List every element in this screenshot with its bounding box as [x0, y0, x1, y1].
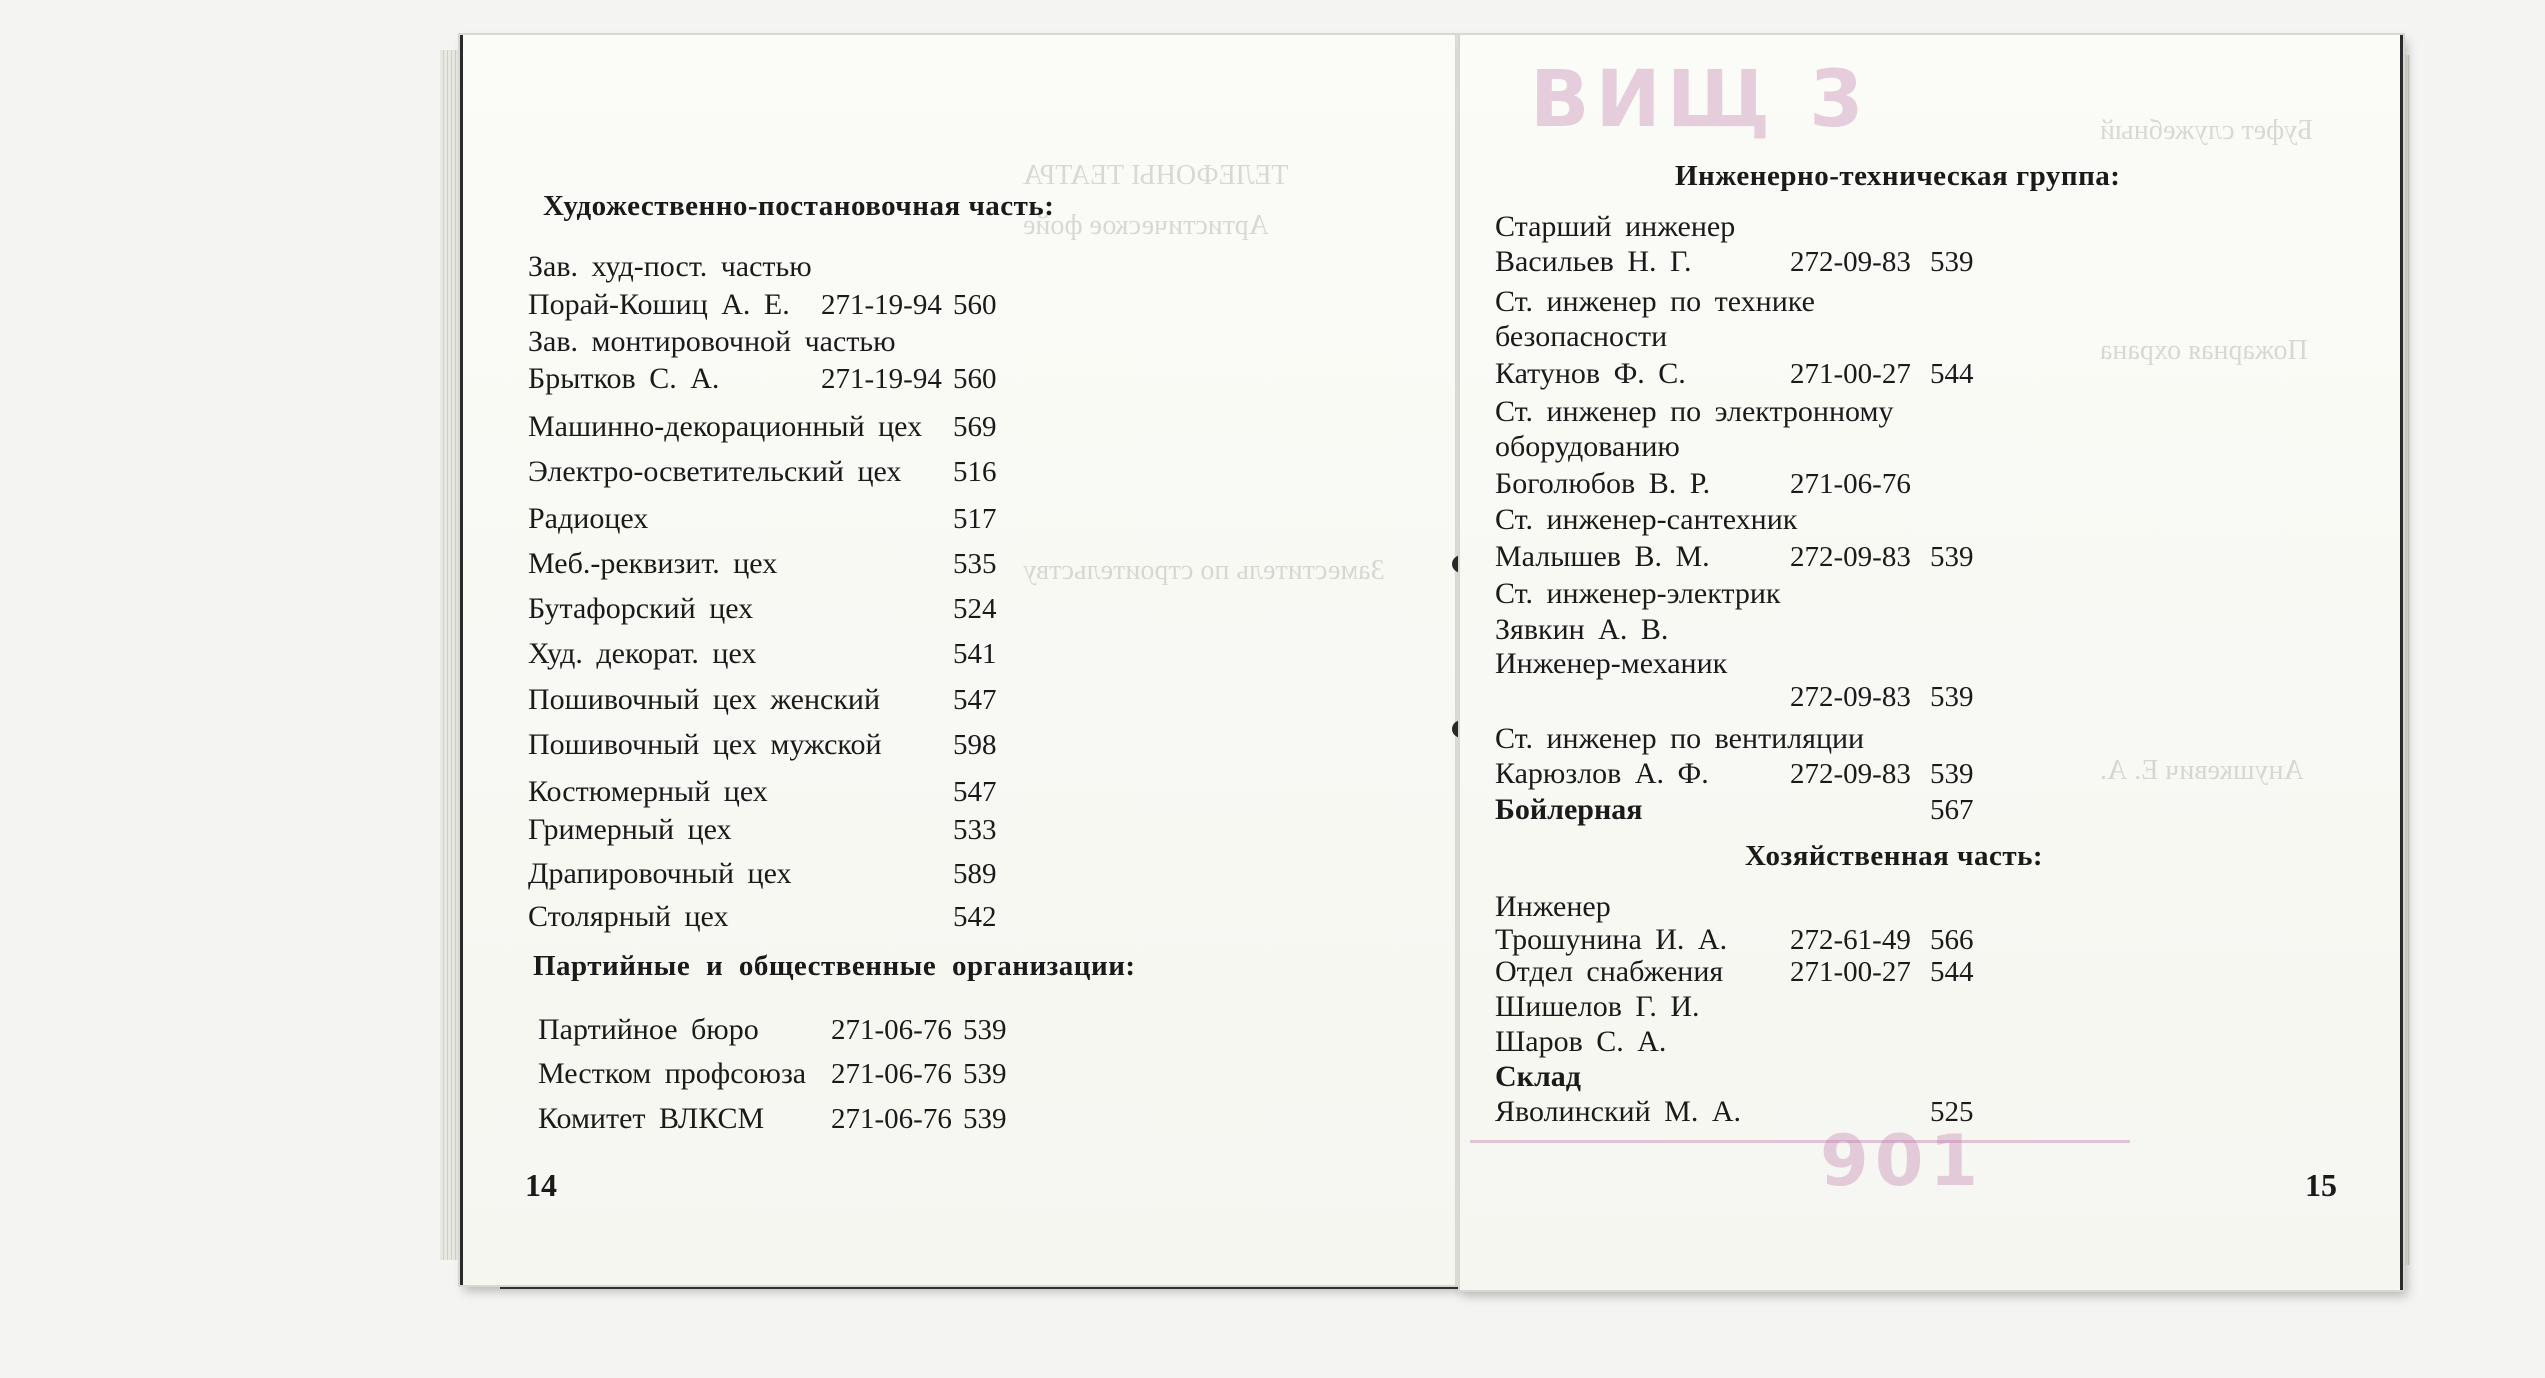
- show-through-text: Анушкевич Е. А.: [2100, 755, 2304, 786]
- entry-name: Комитет ВЛКСМ: [538, 1102, 765, 1135]
- entry-name: Зав. монтировочной частью: [528, 325, 896, 358]
- stamp-mark: ВИЩ 3: [1530, 55, 1870, 145]
- entry-name: Старший инженер: [1495, 210, 1736, 243]
- stamp-mark: 901: [1820, 1120, 1985, 1202]
- entry-name: Партийное бюро: [538, 1013, 759, 1046]
- entry-name: Бутафорский цех: [528, 592, 754, 625]
- entry-extension: 539: [1930, 681, 1974, 713]
- entry-name: Шаров С. А.: [1495, 1025, 1667, 1058]
- entry-phone: 271-06-76: [831, 1103, 952, 1135]
- entry-phone: 272-09-83: [1790, 541, 1911, 573]
- entry-name: Инженер-механик: [1495, 647, 1728, 680]
- entry-extension: 560: [953, 289, 997, 321]
- entry-name: Худ. декорат. цех: [528, 637, 757, 670]
- entry-name: Порай-Кошиц А. Е.: [528, 288, 790, 321]
- entry-extension: 598: [953, 729, 997, 761]
- entry-phone: 271-19-94: [821, 363, 942, 395]
- right-page: [1460, 35, 2403, 1290]
- entry-extension: 541: [953, 638, 997, 670]
- entry-name: Электро-осветительский цех: [528, 455, 902, 488]
- entry-name: Радиоцех: [528, 502, 649, 535]
- show-through-text: Пожарная охрана: [2100, 335, 2308, 366]
- entry-phone: 271-06-76: [831, 1014, 952, 1046]
- entry-extension: 566: [1930, 924, 1974, 956]
- entry-extension: 539: [1930, 758, 1974, 790]
- entry-extension: 539: [1930, 246, 1974, 278]
- entry-name: Склад: [1495, 1060, 1581, 1093]
- entry-phone: 271-00-27: [1790, 956, 1911, 988]
- show-through-text: ТЕЛЕФОНЫ ТЕАТРА: [1023, 160, 1289, 191]
- entry-name: Костюмерный цех: [528, 775, 768, 808]
- entry-extension: 544: [1930, 358, 1974, 390]
- entry-extension: 589: [953, 858, 997, 890]
- entry-extension: 560: [953, 363, 997, 395]
- entry-extension: 517: [953, 503, 997, 535]
- entry-name: Васильев Н. Г.: [1495, 245, 1692, 278]
- entry-name: Зав. худ-пост. частью: [528, 250, 812, 283]
- entry-name: Местком профсоюза: [538, 1057, 807, 1090]
- entry-extension: 547: [953, 684, 997, 716]
- entry-name: Малышев В. М.: [1495, 540, 1710, 573]
- entry-name: Машинно-декорационный цех: [528, 410, 923, 443]
- entry-extension: 539: [963, 1014, 1007, 1046]
- entry-phone: 272-09-83: [1790, 246, 1911, 278]
- entry-extension: 516: [953, 456, 997, 488]
- entry-name: Ст. инженер-электрик: [1495, 577, 1781, 610]
- entry-phone: 272-09-83: [1790, 758, 1911, 790]
- entry-extension: 539: [963, 1058, 1007, 1090]
- entry-phone: 272-61-49: [1790, 924, 1911, 956]
- entry-name: Столярный цех: [528, 900, 729, 933]
- show-through-text: Артистическое фойе: [1023, 210, 1269, 241]
- entry-name: Трошунина И. А.: [1495, 923, 1728, 956]
- page-number-right: 15: [2305, 1167, 2337, 1203]
- entry-extension: 539: [1930, 541, 1974, 573]
- entry-name: Пошивочный цех женский: [528, 683, 881, 716]
- entry-extension: 533: [953, 814, 997, 846]
- entry-name: оборудованию: [1495, 430, 1680, 463]
- entry-extension: 567: [1930, 794, 1974, 826]
- left-page: [460, 35, 1463, 1285]
- entry-name: Яволинский М. А.: [1495, 1095, 1741, 1128]
- entry-name: Отдел снабжения: [1495, 955, 1724, 988]
- entry-name: Карюзлов А. Ф.: [1495, 757, 1709, 790]
- entry-extension: 539: [963, 1103, 1007, 1135]
- section-heading-party: Партийные и общественные организации:: [533, 950, 1136, 982]
- entry-name: Пошивочный цех мужской: [528, 728, 882, 761]
- entry-extension: 535: [953, 548, 997, 580]
- entry-extension: 525: [1930, 1096, 1974, 1128]
- entry-name: Гримерный цех: [528, 813, 732, 846]
- entry-name: Боголюбов В. Р.: [1495, 467, 1711, 500]
- entry-name: Шишелов Г. И.: [1495, 990, 1700, 1023]
- booklet: [440, 15, 2400, 1310]
- entry-name: Бойлерная: [1495, 793, 1643, 826]
- entry-phone: 271-06-76: [831, 1058, 952, 1090]
- entry-name: Драпировочный цех: [528, 857, 792, 890]
- show-through-text: Заместитель по строительству: [1023, 555, 1385, 586]
- page-number-left: 14: [525, 1167, 557, 1203]
- section-heading-art: Художественно-постановочная часть:: [543, 190, 1055, 222]
- entry-name: Ст. инженер по электронному: [1495, 395, 1894, 428]
- entry-name: Катунов Ф. С.: [1495, 357, 1686, 390]
- entry-phone: 271-00-27: [1790, 358, 1911, 390]
- section-heading-econ: Хозяйственная часть:: [1745, 840, 2044, 872]
- entry-name: Ст. инженер по вентиляции: [1495, 722, 1865, 755]
- entry-name: Брытков С. А.: [528, 362, 720, 395]
- entry-name: Зявкин А. В.: [1495, 613, 1669, 646]
- pink-mark-line: [1470, 1140, 2130, 1143]
- entry-phone: 272-09-83: [1790, 681, 1911, 713]
- section-heading-eng: Инженерно-техническая группа:: [1675, 160, 2121, 192]
- entry-name: Инженер: [1495, 890, 1611, 923]
- entry-extension: 569: [953, 411, 997, 443]
- entry-phone: 271-06-76: [1790, 468, 1911, 500]
- entry-extension: 547: [953, 776, 997, 808]
- entry-name: Ст. инженер по технике: [1495, 285, 1815, 318]
- entry-extension: 544: [1930, 956, 1974, 988]
- entry-extension: 524: [953, 593, 997, 625]
- entry-extension: 542: [953, 901, 997, 933]
- entry-phone: 271-19-94: [821, 289, 942, 321]
- show-through-text: Буфет служебный: [2100, 115, 2313, 146]
- entry-name: Ст. инженер-сантехник: [1495, 503, 1798, 536]
- entry-name: Меб.-реквизит. цех: [528, 547, 778, 580]
- entry-name: безопасности: [1495, 320, 1668, 353]
